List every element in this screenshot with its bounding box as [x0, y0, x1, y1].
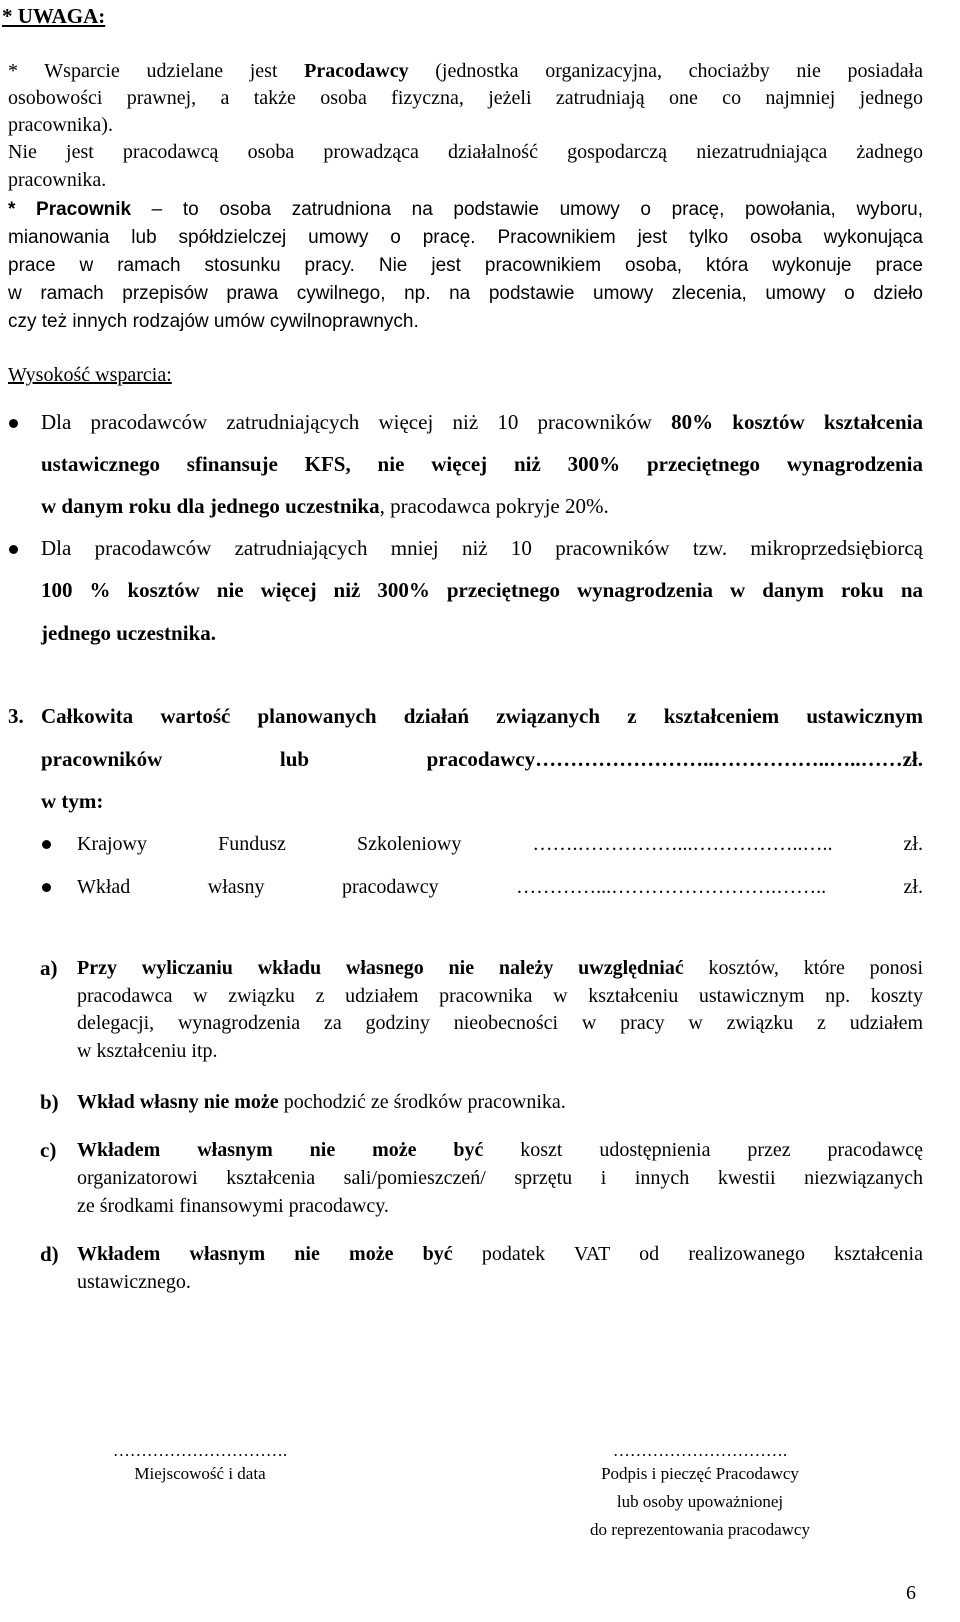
signature-field: …………………………. [612, 1441, 788, 1460]
own-contribution-row: Wkład własny pracodawcy …………...…………………….…….. zł. [77, 876, 923, 898]
kfs-amount-field: …….……………...……………..….. zł. [532, 833, 923, 855]
own-contribution-field: …………...…………………….…….. zł. [516, 876, 923, 898]
support-b1-line-3: w danym roku dla jednego uczestnika, pracodawca pokryje 20%. [41, 494, 609, 518]
note-a-line-2: pracodawca w związku z udziałem pracownika w kształceniu ustawicznym np. koszty [77, 985, 923, 1007]
note-a-line-3: delegacji, wynagrodzenia za godziny nieobecności w pracy w związku z udziałem [77, 1012, 923, 1034]
note-c-line-3: ze środkami finansowymi pracodawcy. [77, 1195, 389, 1217]
employee-line-4: w ramach przepisów prawa cywilnego, np. na podstawie umowy zlecenia, umowy o dzieło [8, 283, 923, 304]
employee-line-2: mianowania lub spółdzielczej umowy o pracę. Pracownikiem jest tylko osoba wykonująca [8, 227, 923, 248]
place-date-label: Miejscowość i data [134, 1464, 266, 1483]
note-c-line-1: Wkładem własnym nie może być koszt udostępnienia przez pracodawcę [77, 1139, 923, 1161]
signature-label-line-2: lub osoby upoważnionej [616, 1492, 784, 1511]
support-b2-line-3: jednego uczestnika. [41, 621, 216, 645]
warning-title: * UWAGA: [2, 4, 106, 28]
employer-line-3: pracownika). [8, 114, 113, 136]
employer-line-5: pracownika. [8, 169, 107, 191]
employer-line-1: * Wsparcie udzielane jest Pracodawcy (jednostka organizacyjna, chociażby nie posiadała [8, 60, 923, 82]
note-d-line-1: Wkładem własnym nie może być podatek VAT od realizowanego kształcenia [77, 1243, 923, 1265]
page-number: 6 [906, 1582, 916, 1604]
section-3-title-line-1: Całkowita wartość planowanych działań związanych z kształceniem ustawicznym [41, 704, 923, 728]
signature-label-line-1: Podpis i pieczęć Pracodawcy [601, 1464, 799, 1483]
support-heading: Wysokość wsparcia: [8, 364, 172, 386]
kfs-amount-row: Krajowy Fundusz Szkoleniowy …….……………...……………..….. zł. [77, 833, 923, 855]
support-b2-line-1: Dla pracodawców zatrudniających mniej niż 10 pracowników tzw. mikroprzedsiębiorcą [41, 536, 923, 560]
bullet-icon [42, 840, 51, 849]
employer-line-4: Nie jest pracodawcą osoba prowadząca działalność gospodarczą niezatrudniająca żadnego [8, 141, 923, 163]
support-b1-line-2: ustawicznego sfinansuje KFS, nie więcej niż 300% przeciętnego wynagrodzenia [41, 452, 923, 476]
note-a-line-4: w kształceniu itp. [77, 1040, 218, 1062]
employer-term: Pracodawcy [304, 60, 409, 82]
section-3-number: 3. [8, 704, 24, 728]
note-b-line-1: Wkład własny nie może pochodzić ze środków pracownika. [77, 1091, 566, 1113]
employee-line-1: * Pracownik – to osoba zatrudniona na podstawie umowy o pracę, powołania, wyboru, [8, 199, 923, 220]
section-3-title-line-2: pracowników lub pracodawcy……………………..……………..…..……zł. [41, 747, 923, 771]
employee-term: * Pracownik [8, 199, 132, 220]
bullet-icon [9, 419, 18, 428]
note-a-label: a) [40, 956, 58, 980]
support-b1-line-1: Dla pracodawców zatrudniających więcej niż 10 pracowników 80% kosztów kształcenia [41, 410, 923, 434]
note-d-line-2: ustawicznego. [77, 1271, 191, 1293]
employee-line-3: prace w ramach stosunku pracy. Nie jest pracownikiem osoba, która wykonuje prace [8, 255, 923, 276]
note-c-label: c) [40, 1138, 57, 1162]
signature-label-line-3: do reprezentowania pracodawcy [590, 1520, 810, 1539]
employer-line-2: osobowości prawnej, a także osoba fizyczna, jeżeli zatrudniają one co najmniej jednego [8, 87, 923, 109]
note-c-line-2: organizatorowi kształcenia sali/pomieszczeń/ sprzętu i innych kwestii niezwiązanych [77, 1167, 923, 1189]
bullet-icon [9, 545, 18, 554]
place-date-field: …………………………. [112, 1441, 288, 1460]
note-a-line-1: Przy wyliczaniu wkładu własnego nie należy uwzględniać kosztów, które ponosi [77, 957, 923, 979]
bullet-icon [42, 883, 51, 892]
note-d-label: d) [40, 1242, 59, 1266]
support-b2-line-2: 100 % kosztów nie więcej niż 300% przeciętnego wynagrodzenia w danym roku na [41, 578, 923, 602]
note-b-label: b) [40, 1090, 59, 1114]
section-3-in-which: w tym: [41, 789, 104, 813]
employee-line-5: czy też innych rodzajów umów cywilnoprawnych. [8, 311, 419, 332]
